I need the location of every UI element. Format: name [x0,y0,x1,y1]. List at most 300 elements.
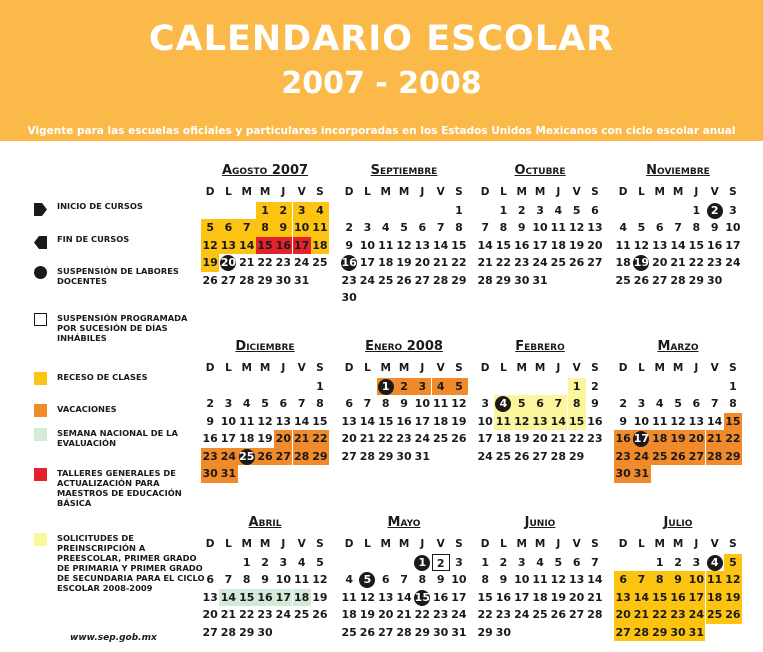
day-cell: 26 [724,606,742,624]
day-cell: 20 [587,238,603,252]
day-cell: 27 [587,256,603,269]
day-cell: 4 [619,221,627,234]
day-cell: 20 [378,608,394,621]
day-cell: 18 [341,608,357,621]
day-cell: 24 [219,448,237,466]
day-cell: 25 [378,273,394,287]
day-cell: 24 [359,273,376,287]
day-cell: 9 [274,219,292,237]
day-cell: 25 [341,625,357,639]
weekday-label: V [297,186,306,198]
evaluacion-swatch-icon [34,428,47,441]
weekday-label: J [694,362,699,374]
day-cell: 17 [220,432,237,445]
day-cell: 13 [531,413,549,431]
day-cell: 8 [316,397,324,410]
weekday-label: V [572,362,581,374]
month-name: Mayo [387,515,421,530]
day-cell: 15 [378,414,394,428]
month-name: Junio [524,515,556,530]
day-cell: 23 [514,256,530,269]
day-cell: 26 [256,448,274,466]
day-cell: 28 [550,449,566,463]
day-cell: 24 [632,448,650,466]
day-cell: 23 [495,608,512,621]
day-cell: 7 [710,397,719,410]
suspension-marker: 1 [378,379,394,395]
day-cell: 7 [591,555,599,569]
day-cell: 23 [341,273,357,287]
day-cell: 7 [224,573,233,586]
month-name: Febrero [515,339,565,354]
day-cell: 25 [312,256,328,269]
day-cell: 4 [655,397,664,410]
day-cell: 7 [400,573,408,586]
day-cell: 7 [549,395,567,413]
day-cell: 17 [293,237,311,255]
day-cell: 11 [293,573,310,586]
day-cell: 5 [674,397,682,410]
day-cell: 18 [532,590,548,604]
day-cell: 24 [477,449,493,463]
day-cell: 12 [312,573,328,586]
day-cell: 15 [651,589,669,607]
day-cell: 8 [455,221,463,234]
day-cell: 15 [688,238,704,252]
day-cell: 18 [311,237,329,255]
day-cell: 27 [274,448,292,466]
day-cell: 18 [495,432,512,445]
weekday-label: S [729,186,737,198]
day-cell: 20 [568,590,585,604]
suspension-marker: 5 [359,572,375,588]
month-name: Septiembre [370,163,438,178]
weekday-label: L [638,538,645,550]
day-cell: 16 [495,590,512,604]
day-cell: 11 [615,238,631,252]
day-cell: 17 [532,238,548,252]
weekday-label: S [316,362,324,374]
day-cell: 19 [312,590,328,604]
day-cell: 31 [532,273,548,287]
day-cell: 14 [432,238,449,252]
day-cell: 12 [550,573,566,586]
day-cell: 21 [632,606,650,624]
day-cell: 19 [669,430,687,448]
day-cell: 10 [414,397,430,410]
day-cell [219,254,237,272]
day-cell: 22 [688,256,704,269]
day-cell: 4 [554,203,563,217]
weekday-label: M [672,538,684,550]
day-cell: 17 [477,432,493,445]
day-cell [632,430,650,448]
day-cell: 7 [436,221,445,234]
day-cell: 1 [729,379,737,393]
day-cell: 2 [674,555,682,569]
weekday-label: S [316,186,324,198]
weekday-label: L [500,362,507,374]
day-cell: 4 [311,202,329,220]
day-cell: 3 [279,555,288,569]
day-cell: 5 [400,221,408,234]
day-cell: 18 [651,430,669,448]
weekday-label: J [694,538,699,550]
receso-swatch-icon [34,372,47,385]
day-cell: 16 [432,590,449,604]
day-cell: 23 [257,608,273,621]
day-cell: 4 [536,555,544,569]
day-cell: 1 [655,555,664,569]
talleres-swatch-icon [34,468,47,481]
weekday-label: M [380,538,391,550]
weekday-label: M [654,538,665,550]
weekday-label: J [420,186,425,198]
day-cell: 9 [517,221,526,234]
weekday-label: S [591,538,599,550]
weekday-label: V [572,186,581,198]
day-cell: 6 [531,395,549,413]
weekday-label: L [500,186,507,198]
day-cell: 21 [477,256,493,269]
day-cell: 25 [293,608,310,621]
day-cell: 9 [499,573,508,586]
day-cell: 10 [275,573,291,586]
day-cell: 15 [477,590,493,604]
day-cell: 29 [414,625,430,639]
day-cell: 22 [451,256,467,269]
day-cell: 11 [494,413,512,431]
day-cell: 28 [587,608,603,621]
day-cell: 2 [261,555,269,569]
day-cell: 29 [257,273,273,287]
weekday-label: M [259,362,271,374]
weekday-label: J [420,362,425,374]
day-cell: 28 [220,625,237,639]
day-cell: 30 [669,624,687,642]
day-cell: 3 [536,203,544,217]
day-cell: 28 [239,273,255,287]
day-cell: 3 [413,378,431,396]
footer-url[interactable]: www.sep.gob.mx [70,633,157,643]
day-cell: 11 [550,221,566,234]
suspension-icon [34,266,47,279]
day-cell [413,554,431,572]
day-cell: 9 [400,397,408,410]
day-cell: 2 [517,203,526,217]
day-cell: 17 [725,238,741,252]
day-cell: 5 [513,395,531,413]
day-cell: 15 [451,238,467,252]
day-cell: 12 [396,238,412,252]
day-cell: 18 [378,256,394,269]
day-cell: 12 [359,590,376,604]
vacaciones-swatch-icon [34,404,47,417]
suspension-marker: 2 [707,203,723,219]
day-cell: 30 [396,449,412,463]
day-cell: 7 [363,397,372,410]
weekday-label: V [710,538,719,550]
day-cell: 9 [591,397,599,410]
day-cell: 10 [725,221,741,234]
day-cell: 9 [261,573,269,586]
day-cell: 7 [674,221,682,234]
day-cell: 11 [311,219,329,237]
day-cell: 7 [481,221,489,234]
day-cell: 28 [632,624,650,642]
weekday-label: D [205,538,215,550]
day-cell: 21 [396,608,412,621]
day-cell: 30 [257,625,273,639]
day-cell: 6 [614,571,632,589]
weekday-label: L [364,362,371,374]
day-cell: 28 [396,625,412,639]
day-cell: 22 [495,256,512,269]
day-cell [632,254,650,272]
day-cell: 25 [532,608,548,621]
day-cell: 28 [670,273,686,287]
day-cell: 20 [532,432,548,445]
day-cell: 8 [256,219,274,237]
weekday-label: L [225,362,232,374]
legend-label: SEMANA NACIONAL DE LA EVALUACIÓN [57,428,178,448]
day-cell: 19 [724,589,742,607]
day-cell: 25 [615,273,631,287]
day-cell [340,254,358,272]
day-cell: 12 [257,414,273,428]
weekday-label: J [420,538,425,550]
day-cell: 15 [724,413,742,431]
weekday-label: M [534,362,546,374]
day-cell [358,571,376,589]
day-cell: 21 [670,256,686,269]
day-cell: 26 [669,448,687,466]
day-cell: 2 [206,397,214,410]
suspension-marker: 15 [414,590,430,604]
weekday-label: M [672,186,684,198]
day-cell: 19 [514,432,530,445]
day-cell: 1 [316,379,324,393]
day-cell: 13 [202,590,218,604]
day-cell: 27 [687,448,705,466]
day-cell: 9 [710,221,719,234]
day-cell: 21 [359,432,376,445]
weekday-label: S [455,538,463,550]
day-cell: 15 [568,413,586,431]
day-cell: 27 [568,608,585,621]
day-cell: 1 [242,555,251,569]
day-cell: 28 [477,273,493,287]
weekday-label: M [534,186,546,198]
day-cell: 2 [591,379,599,393]
day-cell: 25 [651,448,669,466]
day-cell: 8 [499,221,508,234]
day-cell: 10 [532,221,548,234]
legend-label: INICIO DE CURSOS [57,201,143,211]
month-name: Abril [248,515,282,530]
day-cell [377,378,395,396]
day-cell: 20 [341,432,357,445]
day-cell: 12 [201,237,219,255]
weekday-label: J [556,362,561,374]
day-cell: 4 [345,573,353,586]
day-cell: 12 [568,221,585,234]
day-cell: 8 [568,395,586,413]
day-cell: 30 [432,625,449,639]
day-cell: 31 [414,449,430,463]
day-cell: 6 [591,203,599,217]
day-cell: 1 [692,203,701,217]
day-cell: 16 [274,237,292,255]
day-cell: 13 [378,590,394,604]
day-cell: 28 [432,273,449,287]
day-cell: 30 [614,465,632,483]
day-cell: 4 [381,221,390,234]
day-cell: 29 [239,625,255,639]
month-name: Agosto 2007 [221,163,309,178]
weekday-label: D [618,186,628,198]
weekday-label: D [344,186,354,198]
day-cell: 6 [655,221,664,234]
day-cell: 20 [414,256,430,269]
weekday-label: M [398,362,410,374]
weekday-label: L [638,362,645,374]
legend-label: TALLERES GENERALES DE ACTUALIZACIÓN PARA MAESTROS DE EDUCACIÓN BÁSICA [57,468,182,508]
day-cell: 14 [706,414,723,428]
weekday-label: L [225,538,232,550]
school-year: 2007 - 2008 [281,66,482,101]
day-cell: 16 [256,589,274,607]
day-cell: 11 [432,397,449,410]
day-cell: 31 [632,465,650,483]
day-cell: 23 [669,606,687,624]
day-cell: 3 [637,397,646,410]
weekday-label: L [364,538,371,550]
weekday-label: D [205,362,215,374]
weekday-label: S [729,362,737,374]
day-cell: 30 [275,273,291,287]
day-cell: 22 [257,256,273,269]
day-cell: 19 [568,238,585,252]
day-cell: 5 [261,397,269,410]
weekday-label: J [281,362,286,374]
day-cell: 26 [550,608,566,621]
weekday-label: M [398,538,410,550]
day-cell: 29 [724,448,742,466]
day-cell: 23 [396,432,412,445]
weekday-label: V [710,362,719,374]
day-cell: 9 [669,571,687,589]
day-cell: 6 [219,219,237,237]
month-name: Enero 2008 [365,339,443,354]
weekday-label: M [516,538,527,550]
day-cell: 10 [477,414,493,428]
day-cell: 7 [297,397,306,410]
day-cell: 29 [477,625,493,639]
day-cell: 26 [202,273,218,287]
weekday-label: S [316,538,324,550]
legend-item [34,234,207,247]
weekday-label: M [534,538,546,550]
day-cell: 5 [316,555,324,569]
day-cell: 26 [312,608,328,621]
legend-label: RECESO DE CLASES [57,372,148,382]
day-cell: 2 [395,378,413,396]
day-cell: 8 [381,397,390,410]
day-cell: 16 [202,432,218,445]
day-cell: 12 [633,238,650,252]
month-name: Noviembre [646,163,710,178]
weekday-label: D [344,538,354,550]
day-cell: 30 [341,291,357,304]
day-cell: 13 [652,238,668,252]
day-cell: 21 [587,590,603,604]
legend-item [34,313,207,343]
day-cell: 22 [568,432,585,445]
day-cell: 27 [202,625,218,639]
day-cell: 14 [396,590,412,604]
day-cell: 25 [432,432,449,445]
weekday-label: M [654,362,665,374]
suspension-programada-icon [34,313,47,326]
day-cell: 1 [481,555,489,569]
day-cell: 14 [587,573,603,586]
day-cell: 12 [724,571,742,589]
day-cell: 24 [293,256,310,269]
day-cell: 28 [706,448,724,466]
day-cell: 23 [706,256,723,269]
day-cell: 15 [256,237,274,255]
day-cell: 21 [293,430,311,448]
legend-item [34,372,207,385]
day-cell: 18 [550,238,566,252]
day-cell: 2 [345,221,353,234]
day-cell: 10 [293,219,311,237]
weekday-label: J [556,186,561,198]
day-cell [494,395,512,413]
month-name: Diciembre [235,339,295,354]
weekday-label: S [455,186,463,198]
month-name: Marzo [657,339,699,354]
fin-cursos-icon [34,234,47,247]
header-banner [0,0,763,141]
day-cell: 1 [568,378,586,396]
day-cell: 2 [432,554,450,572]
suspension-marker: 19 [633,256,650,269]
day-cell: 27 [652,273,668,287]
weekday-label: V [436,538,445,550]
weekday-label: M [241,186,252,198]
day-cell: 14 [549,413,567,431]
day-cell: 24 [687,606,705,624]
day-cell: 8 [242,573,251,586]
weekday-label: S [591,362,599,374]
day-cell: 21 [220,608,237,621]
legend-item [34,266,207,286]
weekday-label: L [364,186,371,198]
day-cell: 27 [378,625,394,639]
day-cell: 26 [359,625,376,639]
day-cell: 10 [451,573,467,586]
suspension-marker: 20 [220,256,237,269]
day-cell: 8 [481,573,489,586]
day-cell: 11 [532,573,548,586]
day-cell: 16 [614,430,632,448]
day-cell: 31 [451,625,467,639]
day-cell: 16 [706,238,723,252]
day-cell: 24 [725,256,741,269]
day-cell: 24 [514,608,530,621]
